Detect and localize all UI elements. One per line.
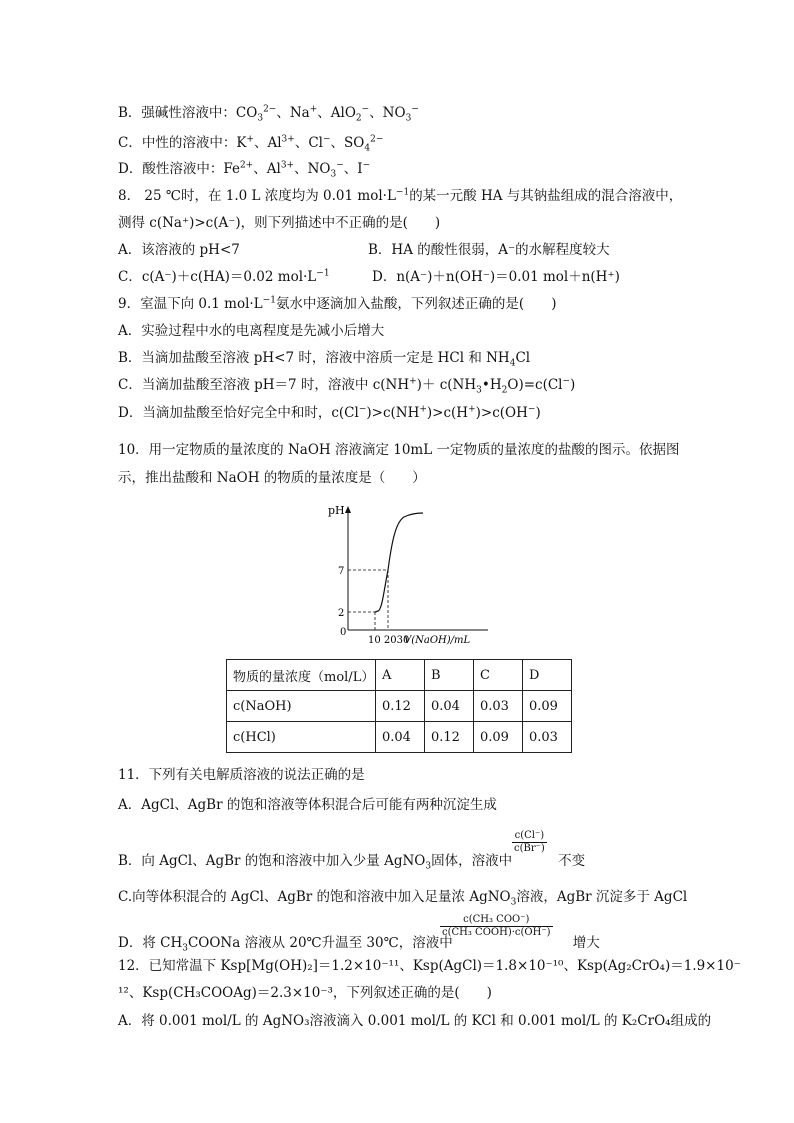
- q12-stem-line2: ¹²、Ksp(CH₃COOAg)＝2.3×10⁻³，下列叙述正确的是( ): [118, 985, 492, 1001]
- titration-curve-graph: [318, 500, 518, 650]
- q8-stem-line2: 测得 c(Na⁺)>c(A⁻)，则下列描述中不正确的是( ): [118, 215, 441, 231]
- q7-option-d: D．酸性溶液中：$Fe^{2+}$、$Al^{3+}$、$NO_3^-$、I−: [118, 160, 371, 180]
- q8-option-a: A．该溶液的 pH<7: [118, 242, 240, 258]
- table-cell: 0.12: [425, 722, 474, 753]
- q11-d-fraction: [440, 914, 553, 939]
- q7-option-c: C．中性的溶液中：K+、$Al^{3+}$、Cl−、$SO_4^{2-}$: [118, 134, 384, 154]
- q11-d-numerator: c(CH₃ COO⁻): [440, 914, 553, 927]
- table-cell: 0.04: [425, 691, 474, 722]
- table-header-cell: C: [474, 660, 523, 691]
- concentration-table: [226, 659, 572, 753]
- q11-option-b: B．向 AgCl、AgBr 的饱和溶液中加入少量 AgNO$_3$固体，溶液中 不变: [118, 853, 586, 872]
- table-cell: 0.12: [376, 691, 425, 722]
- x-axis-label: V(NaOH)/mL: [404, 635, 471, 646]
- q11-b-fraction: [512, 830, 547, 855]
- q11-b-denominator: c(Br⁻): [514, 843, 545, 854]
- q8-option-b: B．HA 的酸性很弱，A⁻的水解程度较大: [368, 242, 610, 258]
- table-cell: 0.03: [523, 722, 572, 753]
- q12-stem-line1: 12．已知常温下 Ksp[Mg(OH)₂]＝1.2×10⁻¹¹、Ksp(AgCl)＝1.8×10⁻¹⁰、Ksp(Ag₂CrO₄)＝1.9×10⁻: [118, 958, 741, 974]
- table-header-cell: 物质的量浓度（mol/L）: [227, 660, 376, 691]
- y-axis-label: pH: [328, 504, 345, 517]
- q11-option-d: D．将 $CH_3COONa$ 溶液从 20℃升温至 30℃，溶液中 增大: [118, 935, 600, 954]
- table-header-row: [227, 660, 572, 691]
- q8-option-d: D．n(A⁻)＋n(OH⁻)＝0.01 mol＋n(H⁺): [372, 269, 620, 285]
- y-tick-2: 2: [338, 608, 345, 619]
- q8-option-c: C．c(A⁻)＋c(HA)＝0.02 $mol\cdot L^{-1}$: [118, 268, 330, 285]
- table-header-cell: B: [425, 660, 474, 691]
- q9-option-a: A．实验过程中水的电离程度是先减小后增大: [118, 323, 385, 339]
- table-cell: 0.09: [523, 691, 572, 722]
- table-cell: c(NaOH): [227, 691, 376, 722]
- table-cell: c(HCl): [227, 722, 376, 753]
- q9-stem: 9．室温下向 0.1 $mol\cdot L^{-1}$氨水中逐滴加入盐酸，下列叙述正确的是( ): [118, 295, 557, 312]
- y-axis-arrow: [345, 506, 351, 513]
- q10-stem-line2: 示，推出盐酸和 NaOH 的物质的量浓度是（ ）: [118, 470, 426, 486]
- q8-stem-line1: 8． 25 ℃时，在 1.0 L 浓度均为 0.01 $mol\cdot L^{-1}$的某一元酸 HA 与其钠盐组成的混合溶液中，: [118, 187, 683, 204]
- q7-option-b: B．强碱性溶液中：$CO_3^{2-}$、Na+、AlO$_2$−、$NO_3^-$: [118, 104, 419, 124]
- q9-option-b: B．当滴加盐酸至溶液 pH<7 时，溶液中溶质一定是 HCl 和 $NH_4Cl$: [118, 350, 531, 369]
- table-cell: 0.04: [376, 722, 425, 753]
- q12-option-a: A．将 0.001 mol/L 的 AgNO₃溶液滴入 0.001 mol/L 的 KCl 和 0.001 mol/L 的 K₂CrO₄组成的: [118, 1013, 712, 1029]
- q11-stem: 11．下列有关电解质溶液的说法正确的是: [118, 767, 365, 783]
- x-tick-labels: 10 2030: [368, 635, 410, 646]
- table-cell: 0.03: [474, 691, 523, 722]
- table-row: [227, 722, 572, 753]
- q11-d-denominator: c(CH₃ COOH)·c(OH⁻): [442, 927, 551, 938]
- q10-stem-line1: 10．用一定物质的量浓度的 NaOH 溶液滴定 10mL 一定物质的量浓度的盐酸的图示。依据图: [118, 442, 680, 458]
- y-tick-0: 0: [340, 627, 347, 638]
- table-cell: 0.09: [474, 722, 523, 753]
- table-row: [227, 691, 572, 722]
- q11-option-a: A．AgCl、AgBr 的饱和溶液等体积混合后可能有两种沉淀生成: [118, 797, 497, 813]
- titration-curve: [375, 513, 423, 612]
- q9-option-c: C．当滴加盐酸至溶液 pH＝7 时，溶液中 $c(NH^+)+ c(NH_3•H_2O)=c(Cl^-)$: [118, 376, 576, 396]
- q9-option-d: D．当滴加盐酸至恰好完全中和时，c(Cl−)>c(NH+)>c(H+)>c(OH−): [118, 404, 541, 421]
- q11-b-numerator: c(Cl⁻): [512, 830, 547, 843]
- table-header-cell: A: [376, 660, 425, 691]
- y-tick-7: 7: [338, 566, 345, 577]
- table-header-cell: D: [523, 660, 572, 691]
- q11-option-c: C.向等体积混合的 AgCl、AgBr 的饱和溶液中加入足量浓 AgNO$_3$溶液，AgBr 沉淀多于 AgCl: [118, 889, 688, 908]
